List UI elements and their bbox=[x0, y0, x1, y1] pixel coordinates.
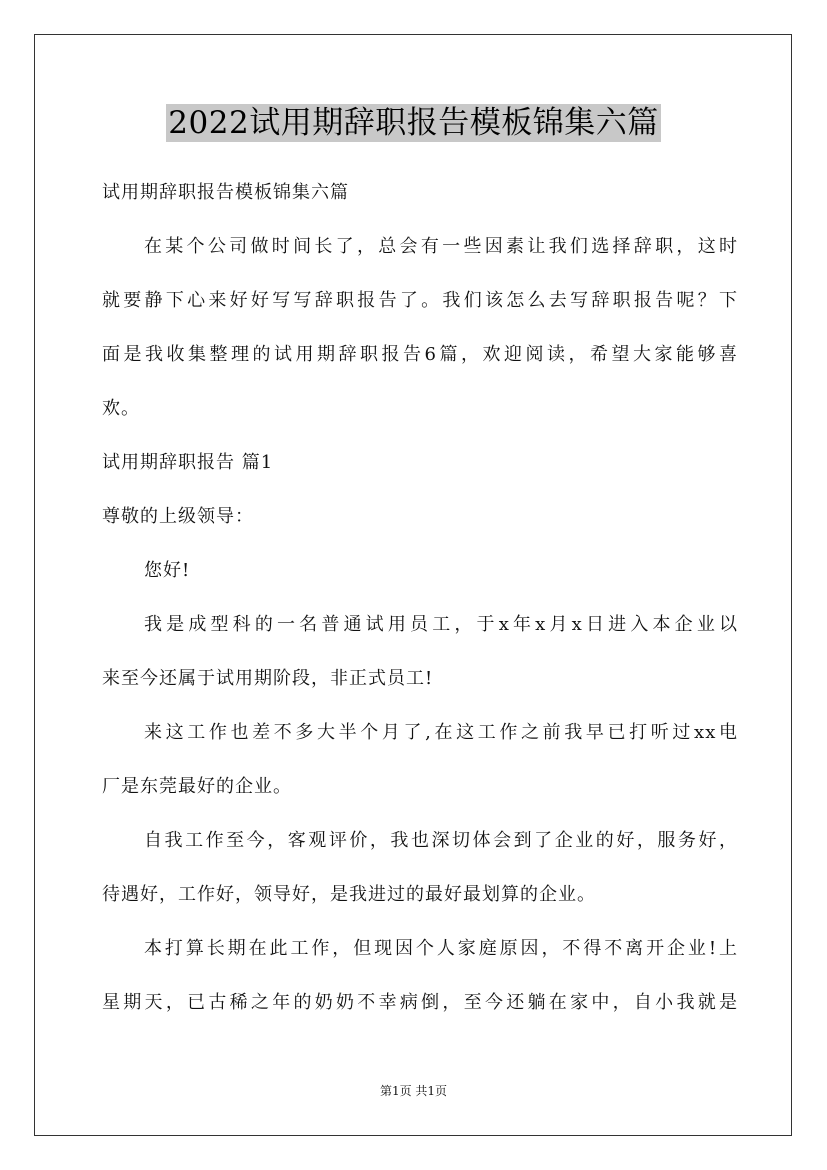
paragraph-line: 来这工作也差不多大半个月了,在这工作之前我早已打听过xx电 bbox=[144, 722, 738, 743]
paragraph-line: 星期天，已古稀之年的奶奶不幸病倒，至今还躺在家中，自小我就是 bbox=[102, 992, 738, 1013]
paragraph-line: 我是成型科的一名普通试用员工，于x年x月x日进入本企业以 bbox=[144, 614, 738, 635]
paragraph-line: 面是我收集整理的试用期辞职报告6篇，欢迎阅读，希望大家能够喜 bbox=[102, 344, 738, 365]
salutation-line: 尊敬的上级领导： bbox=[102, 506, 254, 527]
section-heading: 试用期辞职报告 篇1 bbox=[102, 452, 274, 473]
paragraph-line: 来至今还属于试用期阶段，非正式员工! bbox=[102, 668, 434, 689]
page-footer: 第1页 共1页 bbox=[379, 1084, 448, 1098]
paragraph-line: 自我工作至今，客观评价，我也深切体会到了企业的好，服务好， bbox=[144, 830, 738, 851]
greeting-line: 您好! bbox=[144, 560, 191, 581]
paragraph-line: 厂是东莞最好的企业。 bbox=[102, 776, 292, 797]
paragraph-line: 本打算长期在此工作，但现因个人家庭原因，不得不离开企业!上 bbox=[144, 938, 738, 959]
document-title: 2022试用期辞职报告模板锦集六篇 bbox=[168, 105, 659, 141]
paragraph-line: 就要静下心来好好写写辞职报告了。我们该怎么去写辞职报告呢？下 bbox=[102, 290, 738, 311]
subtitle-line: 试用期辞职报告模板锦集六篇 bbox=[102, 182, 349, 203]
paragraph-line: 待遇好，工作好，领导好，是我进过的最好最划算的企业。 bbox=[102, 884, 596, 905]
document-body bbox=[102, 174, 738, 1038]
paragraph-line: 欢。 bbox=[102, 398, 140, 419]
paragraph-line: 在某个公司做时间长了，总会有一些因素让我们选择辞职，这时 bbox=[144, 236, 738, 257]
title-container bbox=[0, 104, 827, 142]
